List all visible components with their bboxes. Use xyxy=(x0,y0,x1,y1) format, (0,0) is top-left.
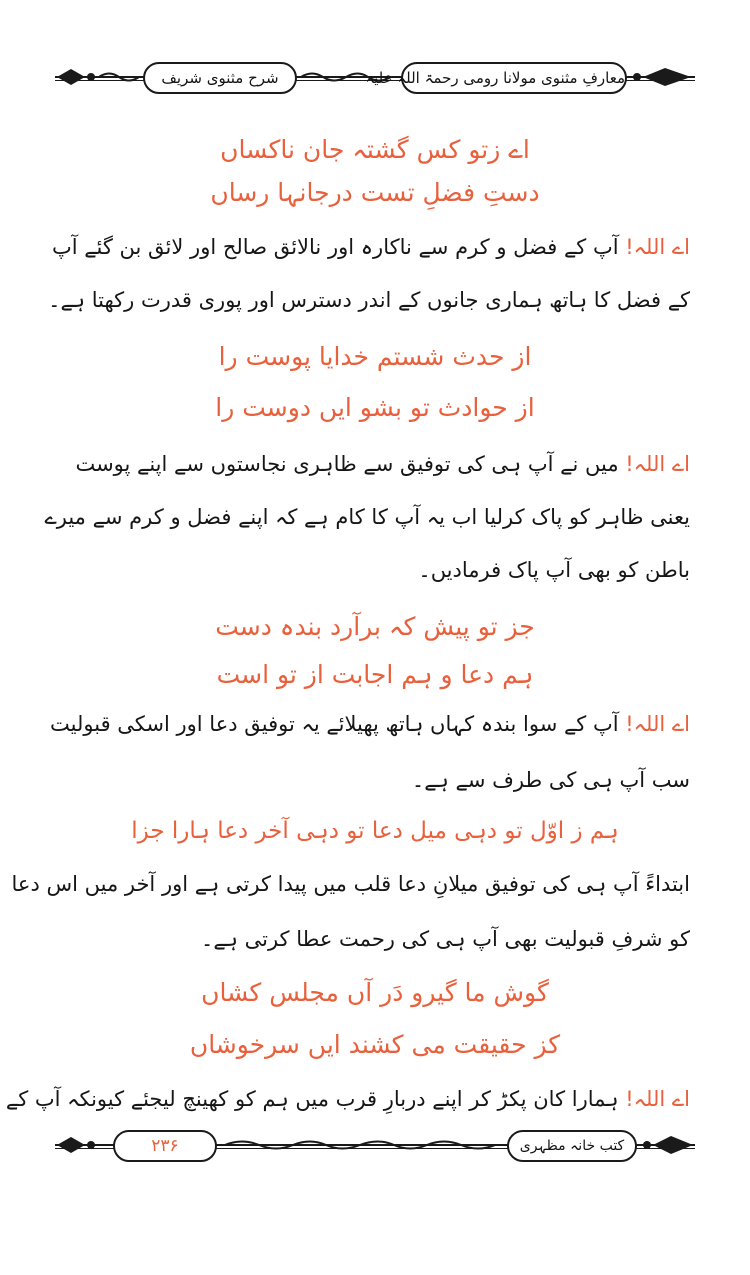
verse-line: ہم ز اوّل تو دہی میل دعا تو دہی آخر دعا ہارا جزا xyxy=(131,818,619,844)
invocation: اے اللہ! xyxy=(625,235,690,259)
prose-line: کے فضل کا ہاتھ ہماری جانوں کے اندر دسترس اور پوری قدرت رکھتا ہے۔ xyxy=(48,288,690,312)
page-number: ۲۳۶ xyxy=(113,1130,217,1162)
verse-line: کز حقیقت می کشند ایں سرخوشاں xyxy=(189,1030,561,1059)
prose-line: باطن کو بھی آپ پاک فرمادیں۔ xyxy=(418,558,690,582)
prose-line: اے اللہ! ہمارا کان پکڑ کر اپنے دربارِ قرب میں ہم کو کھینچ لیجئے کیونکہ آپ کے xyxy=(5,1087,690,1111)
verse-line: دستِ فضلِ تست درجانہا رساں xyxy=(210,178,540,207)
verse-line: گوش ما گیرو دَر آں مجلس کشاں xyxy=(201,978,549,1007)
invocation: اے اللہ! xyxy=(625,712,690,736)
footer-band xyxy=(55,1128,695,1162)
verse-line: اے زتو کس گشتہ جان ناکساں xyxy=(220,135,530,164)
prose-line: اے اللہ! آپ کے فضل و کرم سے ناکارہ اور نالائق صالح اور لائق بن گئے آپ xyxy=(51,235,690,259)
fleuron-right-icon xyxy=(641,1132,695,1158)
fleuron-right-icon xyxy=(631,64,695,90)
verse-line: از حدث شستم خدایا پوست را xyxy=(218,342,532,371)
section-title: شرح مثنوی شریف xyxy=(143,62,297,94)
header-band xyxy=(55,60,695,94)
prose-line: یعنی ظاہر کو پاک کرلیا اب یہ آپ کا کام ہے کہ اپنے فضل و کرم سے میرے xyxy=(44,505,690,529)
verse-line: ہم دعا و ہم اجابت از تو است xyxy=(216,660,534,689)
prose-line: سب آپ ہی کی طرف سے ہے۔ xyxy=(411,768,690,792)
prose-line: کو شرفِ قبولیت بھی آپ ہی کی رحمت عطا کرتی ہے۔ xyxy=(201,927,690,951)
prose-line: ابتداءً آپ ہی کی توفیق میلانِ دعا قلب میں پیدا کرتی ہے اور آخر میں اس دعا xyxy=(11,872,690,896)
prose-line: اے اللہ! میں نے آپ ہی کی توفیق سے ظاہری نجاستوں سے اپنے پوست xyxy=(75,452,690,476)
book-title: معارفِ مثنوی مولانا رومی رحمۃ اللہ علیہ xyxy=(401,62,627,94)
fleuron-left-icon xyxy=(55,64,97,90)
prose-line: اے اللہ! آپ کے سوا بندہ کہاں ہاتھ پھیلائے یہ توفیق دعا اور اسکی قبولیت xyxy=(50,712,690,736)
invocation: اے اللہ! xyxy=(625,1087,690,1111)
publisher-logo: کتب خانہ مظہری xyxy=(507,1130,637,1162)
verse-line: از حوادث تو بشو ایں دوست را xyxy=(215,393,535,422)
vine-ornament-icon xyxy=(99,70,139,84)
fleuron-left-icon xyxy=(55,1132,97,1158)
vine-ornament-icon xyxy=(225,1138,495,1152)
verse-line: جز تو پیش کہ برآرد بندہ دست xyxy=(215,612,535,641)
invocation: اے اللہ! xyxy=(625,452,690,476)
